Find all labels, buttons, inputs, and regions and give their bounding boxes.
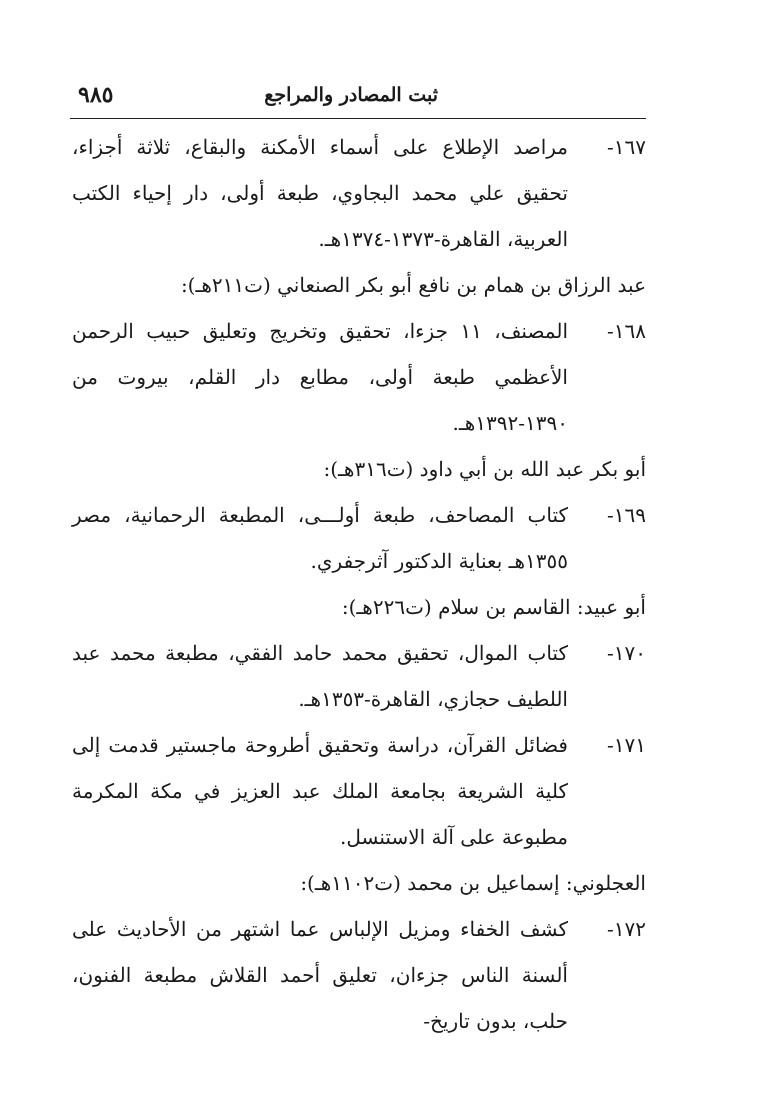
page-header xyxy=(70,82,646,116)
bibliography-entry xyxy=(72,722,646,860)
author-heading: أبو عبيد: القاسم بن سلام (ت٢٢٦هـ): xyxy=(341,595,646,619)
entry-text: مراصد الإطلاع على أسماء الأمكنة والبقاع، ثلاثة أجزاء، تحقيق علي محمد البجاوي، طبعة أولى، دار إحياء الكتب العربية، القاهرة-١٣٧٣-١٣٧٤هـ. xyxy=(72,135,568,251)
bibliography-entry xyxy=(72,906,646,1044)
bibliography-entry xyxy=(72,124,646,262)
running-title: ثبت المصادر والمراجع xyxy=(264,84,438,106)
entry-number: ١٦٨- xyxy=(607,319,646,343)
bibliography-entry xyxy=(72,308,646,446)
entry-text: فضائل القرآن، دراسة وتحقيق أطروحة ماجستير قدمت إلى كلية الشريعة بجامعة الملك عبد العزيز في مكة المكرمة مطبوعة على آلة الاستنسل. xyxy=(72,733,568,849)
entry-number: ١٦٧- xyxy=(607,135,646,159)
page-number: ٩٨٥ xyxy=(78,82,114,108)
entry-text: كتاب الموال، تحقيق محمد حامد الفقي، مطبعة محمد عبد اللطيف حجازي، القاهرة-١٣٥٣هـ. xyxy=(72,641,568,711)
bibliography-entry xyxy=(72,630,646,722)
bibliography-list xyxy=(72,124,646,1044)
author-heading: أبو بكر عبد الله بن أبي داود (ت٣١٦هـ): xyxy=(323,457,646,481)
author-heading: العجلوني: إسماعيل بن محمد (ت١١٠٢هـ): xyxy=(300,871,646,895)
header-rule xyxy=(70,118,646,119)
entry-number: ١٦٩- xyxy=(607,503,646,527)
entry-text: كشف الخفاء ومزيل الإلباس عما اشتهر من الأحاديث على ألسنة الناس جزءان، تعليق أحمد القلاش مطبعة الفنون، حلب، بدون تاريخ- xyxy=(72,917,568,1033)
entry-number: ١٧٠- xyxy=(607,641,646,665)
bibliography-entry xyxy=(72,492,646,584)
entry-number: ١٧٢- xyxy=(607,917,646,941)
entry-text: المصنف، ١١ جزءا، تحقيق وتخريج وتعليق حبيب الرحمن الأعظمي طبعة أولى، مطابع دار القلم، بيروت من ١٣٩٠-١٣٩٢هـ. xyxy=(72,319,569,435)
entry-text: كتاب المصاحف، طبعة أولـــى، المطبعة الرحمانية، مصر ١٣٥٥هـ بعناية الدكتور آثرجفري. xyxy=(72,503,568,573)
entry-number: ١٧١- xyxy=(607,733,646,757)
author-heading: عبد الرزاق بن همام بن نافع أبو بكر الصنعاني (ت٢١١هـ): xyxy=(180,273,646,297)
